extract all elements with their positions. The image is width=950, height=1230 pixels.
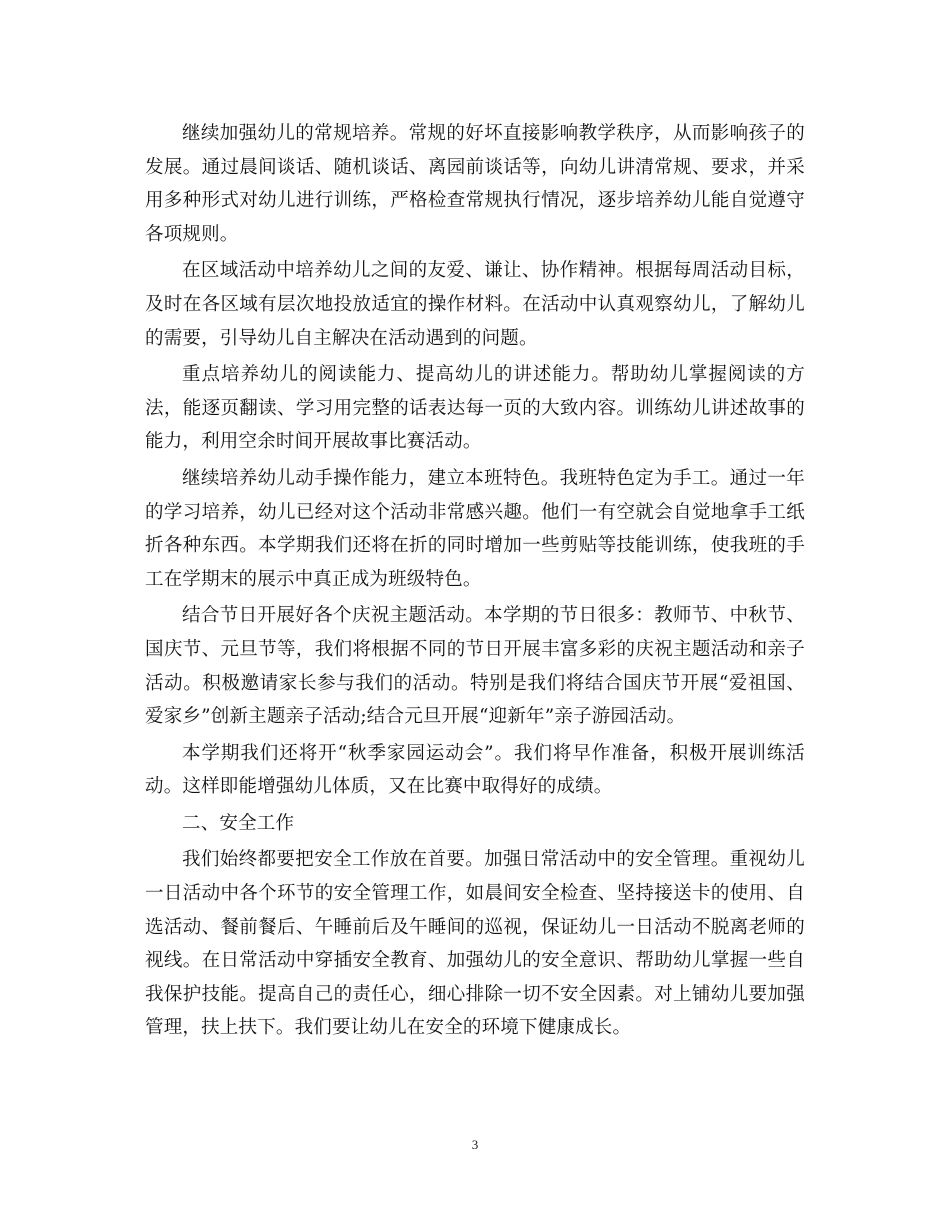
document-body [145, 117, 805, 1048]
section-heading-safety: 二、安全工作 [182, 812, 295, 834]
paragraph-festival-activities: 结合节日开展好各个庆祝主题活动。本学期的节日很多：教师节、中秋节、国庆节、元旦节等，我们将根据不同的节日开展丰富多彩的庆祝主题活动和亲子活动。积极邀请家长参与我们的活动。特别是我们将结合国庆节开展“爱祖国、爱家乡”创新主题亲子活动;结合元旦开展“迎新年”亲子游园活动。 [145, 605, 805, 728]
paragraph-routine-training: 继续加强幼儿的常规培养。常规的好坏直接影响教学秩序，从而影响孩子的发展。通过晨间谈话、随机谈话、离园前谈话等，向幼儿讲清常规、要求，并采用多种形式对幼儿进行训练，严格检查常规执行情况，逐步培养幼儿能自觉遵守各项规则。 [145, 123, 805, 245]
paragraph-handcraft: 继续培养幼儿动手操作能力，建立本班特色。我班特色定为手工。通过一年的学习培养，幼儿已经对这个活动非常感兴趣。他们一有空就会自觉地拿手工纸折各种东西。本学期我们还将在折的同时增加一些剪贴等技能训练，使我班的手工在学期末的展示中真正成为班级特色。 [145, 467, 805, 590]
paragraph-area-activities: 在区域活动中培养幼儿之间的友爱、谦让、协作精神。根据每周活动目标，及时在各区域有层次地投放适宜的操作材料。在活动中认真观察幼儿，了解幼儿的需要，引导幼儿自主解决在活动遇到的问题。 [145, 260, 805, 349]
paragraph-sports-meeting: 本学期我们还将开“秋季家园运动会”。我们将早作准备，积极开展训练活动。这样即能增强幼儿体质，又在比赛中取得好的成绩。 [145, 742, 805, 798]
page-number: 3 [471, 1137, 479, 1152]
paragraph-reading-ability: 重点培养幼儿的阅读能力、提高幼儿的讲述能力。帮助幼儿掌握阅读的方法，能逐页翻读、学习用完整的话表达每一页的大致内容。训练幼儿讲述故事的能力，利用空余时间开展故事比赛活动。 [145, 364, 805, 453]
paragraph-safety-work: 我们始终都要把安全工作放在首要。加强日常活动中的安全管理。重视幼儿一日活动中各个环节的安全管理工作，如晨间安全检查、坚持接送卡的使用、自选活动、餐前餐后、午睡前后及午睡间的巡视，保证幼儿一日活动不脱离老师的视线。在日常活动中穿插安全教育、加强幼儿的安全意识、帮助幼儿掌握一些自我保护技能。提高自己的责任心，细心排除一切不安全因素。对上铺幼儿要加强管理，扶上扶下。我们要让幼儿在安全的环境下健康成长。 [145, 849, 805, 1039]
